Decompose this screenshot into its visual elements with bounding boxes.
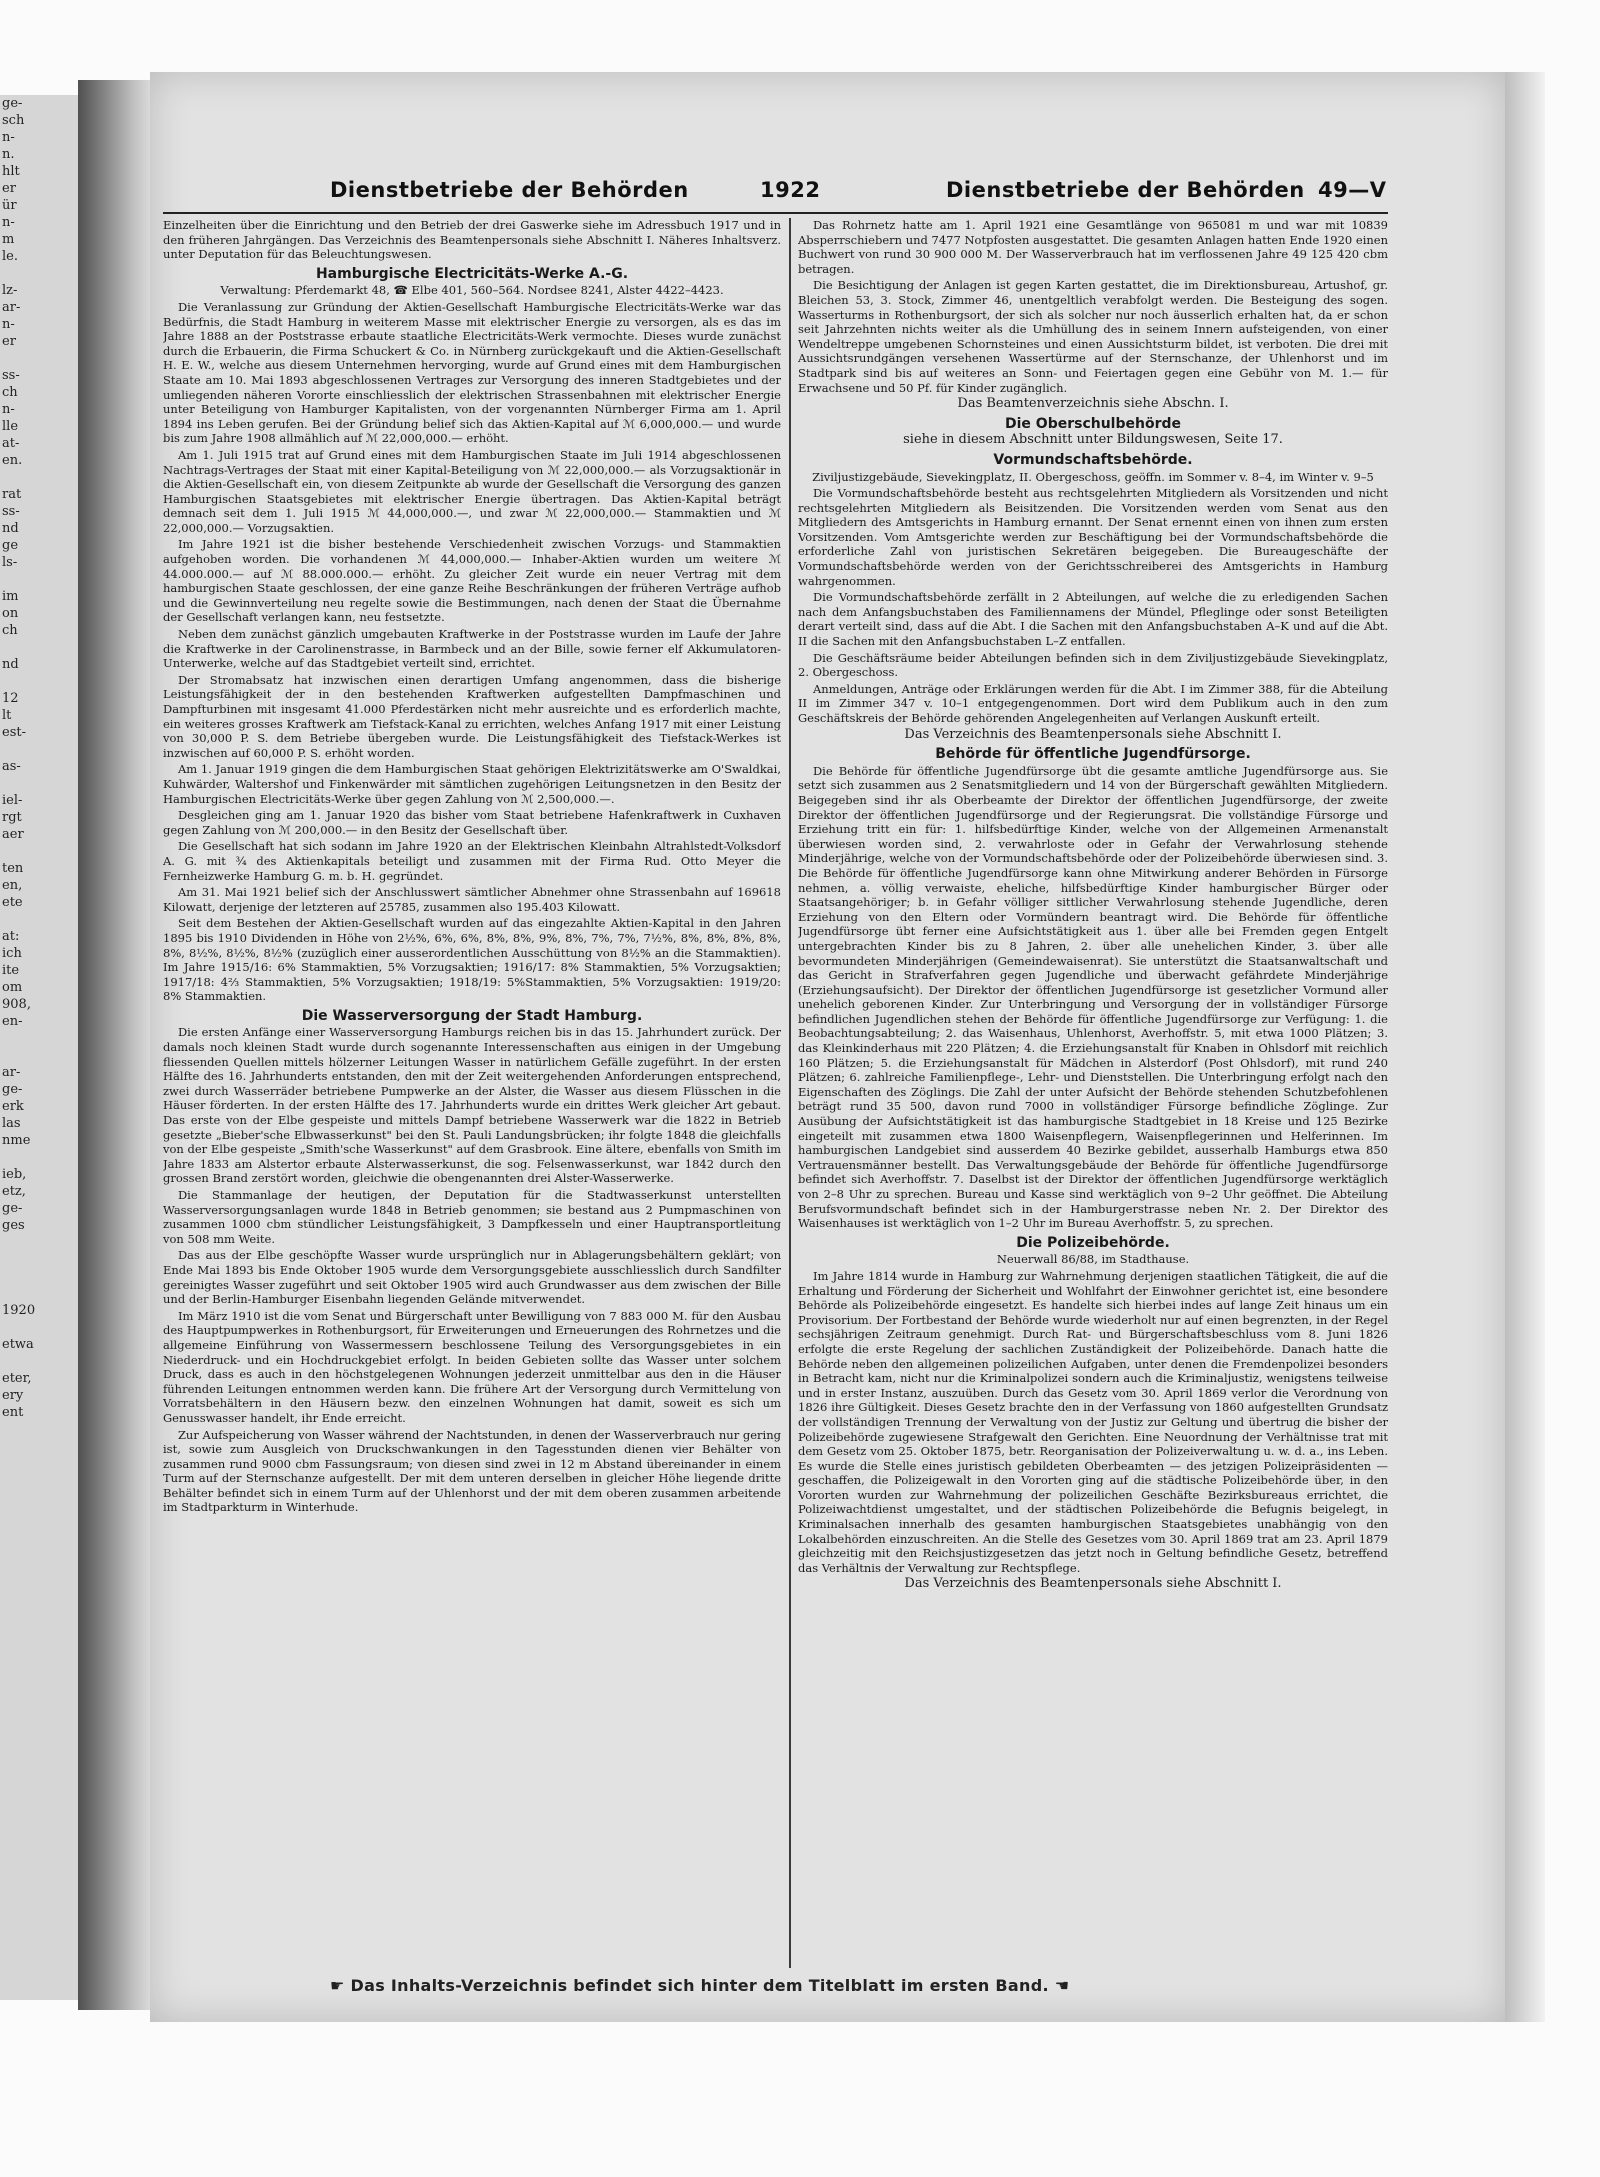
previous-page-fragment: ge- [2, 96, 23, 111]
book-gutter [78, 80, 150, 2010]
left-paragraph: Die Stammanlage der heutigen, der Deputation für die Stadtwasserkunst unterstellten Wasserversorgungsanlagen wurde 1848 in Betrieb genommen; sie bestand aus 2 Pumpmaschinen von zusammen 1000 cbm stündlicher Leistungsfähigkeit, 3 Dampfkesseln und einer Hauptransportleitung von 508 mm Weite. [163, 1188, 781, 1246]
right-reference-note: Das Verzeichnis des Beamtenpersonals siehe Abschnitt I. [904, 726, 1282, 742]
left-paragraph: Am 1. Januar 1919 gingen die dem Hamburgischen Staat gehörigen Elektrizitätswerke am O'Swaldkai, Kuhwärder, Waltershof und Finkenwärder mit sämtlichen zugehörigen Leitungsnetzen in den Besitz der Hamburgischen Electricitäts-Werke über gegen Zahlung von ℳ 2,500,000.—. [163, 762, 781, 806]
previous-page-fragment [0, 741, 78, 758]
previous-page-fragment: n- [2, 317, 15, 332]
previous-page-fragment [0, 1030, 78, 1047]
previous-page-fragment [0, 673, 78, 690]
previous-page-fragment: er [2, 181, 16, 196]
left-paragraph: Die Gesellschaft hat sich sodann im Jahre 1920 an der Elektrischen Kleinbahn Altrahlstedt-Volksdorf A. G. mit ¾ des Aktienkapitals beteiligt und zusammen mit der Firma Rud. Otto Meyer die Fernheizwerke Hamburg G. m. b. H. gegründet. [163, 839, 781, 883]
previous-page-fragment [0, 639, 78, 656]
left-paragraph: Der Stromabsatz hat inzwischen einen derartigen Umfang angenommen, dass die bisherige Leistungsfähigkeit der in den bestehenden Kraftwerken aufgestellten Dampfmaschinen und Dampfturbinen mit insgesamt 41.000 Pferdestärken nicht mehr ausreichte und es erforderlich machte, ein weiteres grosses Kraftwerk am Tiefstack-Kanal zu errichten, welches Anfang 1917 mit einer Leistung von 30,000 P. S. dem Betriebe übergeben wurde. Die Leistungsfähigkeit des Tiefstack-Werkes ist inzwischen auf 60,000 P. S. erhöht worden. [163, 672, 781, 760]
previous-page-fragment: ar- [2, 300, 21, 315]
previous-page-fragment [0, 1234, 78, 1251]
pointing-hand-left-icon: ☛ [330, 1976, 345, 1995]
previous-page-fragment: 12 [2, 691, 19, 706]
previous-page-fragment: er [2, 334, 16, 349]
previous-page-fragment: aer [2, 827, 24, 842]
left-paragraph: Seit dem Bestehen der Aktien-Gesellschaft wurden auf das eingezahlte Aktien-Kapital in den Jahren 1895 bis 1910 Dividenden in Höhe von 2½%, 6%, 6%, 8%, 8%, 9%, 8%, 7%, 7%, 7½%, 8%, 8%, 8%, 8%, 8%, 8½%, 8½%, 8½% (zuzüglich einer ausserordentlichen Ausschüttung von 8½% an die Stammaktien). Im Jahre 1915/16: 6% Stammaktien, 5% Vorzugsaktien; 1916/17: 8% Stammaktien, 5% Vorzugsaktien; 1917/18: 4⅔ Stammaktien, 5% Vorzugsaktien; 1918/19: 5%Stammaktien, 5% Vorzugsaktien: 1919/20: 8% Stammaktien. [163, 916, 781, 1004]
previous-page-fragment: erk [2, 1099, 24, 1114]
left-paragraph: Desgleichen ging am 1. Januar 1920 das bisher vom Staat betriebene Hafenkraftwerk in Cuxhaven gegen Zahlung von ℳ 200,000.— in den Besitz der Gesellschaft über. [163, 808, 781, 837]
right-paragraph: Das Rohrnetz hatte am 1. April 1921 eine Gesamtlänge von 965081 m und war mit 10839 Absperrschiebern und 7477 Notpfosten ausgestattet. Die gesamten Anlagen hatten Ende 1920 einen Buchwert von rund 30 900 000 M. Der Wasserverbrauch hat im verflossenen Jahre 49 125 420 cbm betragen. [798, 218, 1388, 276]
previous-page-fragment [0, 911, 78, 928]
previous-page-fragment: n- [2, 130, 15, 145]
right-reference-note: Das Beamtenverzeichnis siehe Abschn. I. [957, 396, 1229, 412]
header-right-title: Dienstbetriebe der Behörden [946, 178, 1305, 202]
previous-page-fragment: m [2, 232, 15, 247]
previous-page-fragment: ent [2, 1405, 24, 1420]
left-address-line: Verwaltung: Pferdemarkt 48, ☎ Elbe 401, 560–564. Nordsee 8241, Alster 4422–4423. [220, 283, 724, 298]
previous-page-fragment: n. [2, 147, 15, 162]
previous-page-fragment [0, 571, 78, 588]
right-section-heading: Die Oberschulbehörde [1005, 415, 1181, 432]
previous-page-fragment: en- [2, 1014, 23, 1029]
footer-text: Das Inhalts-Verzeichnis befindet sich hinter dem Titelblatt im ersten Band. [350, 1976, 1049, 1995]
previous-page-fragment: nd [2, 521, 19, 536]
previous-page-fragment: om [2, 980, 23, 995]
previous-page-fragment: iel- [2, 793, 23, 808]
previous-page-fragment: ge [2, 538, 19, 553]
previous-page-fragment: le. [2, 249, 18, 264]
previous-page-edge [0, 95, 81, 2000]
right-column [798, 218, 1388, 1958]
right-reference-note: Das Verzeichnis des Beamtenpersonals siehe Abschnitt I. [904, 1576, 1282, 1592]
previous-page-fragment: ch [2, 385, 18, 400]
left-paragraph: Das aus der Elbe geschöpfte Wasser wurde ursprünglich nur in Ablagerungsbehältern geklärt; von Ende Mai 1893 bis Ende Oktober 1905 wurde dem Versorgungsgebiete ausschliesslich durch Sandfilter gereinigtes Wasser zugeführt und seit Oktober 1905 wird auch Grundwasser aus dem zwischen der Bille und der Berlin-Hamburger Eisenbahn liegenden Gelände mitverwendet. [163, 1248, 781, 1307]
previous-page-fragment: etz, [2, 1184, 26, 1199]
page-edge-shadow [1505, 72, 1545, 2022]
right-paragraph: Die Geschäftsräume beider Abteilungen befinden sich in dem Ziviljustizgebäude Sievekingplatz, 2. Obergeschoss. [798, 650, 1388, 680]
previous-page-fragment: en, [2, 878, 23, 893]
previous-page-fragment: 1920 [2, 1303, 36, 1318]
previous-page-fragment: 908, [2, 997, 31, 1012]
previous-page-fragment: ls- [2, 555, 18, 570]
previous-page-fragment: ss- [2, 368, 20, 383]
page-number: 49—V [1318, 178, 1387, 202]
left-column [163, 218, 781, 1958]
previous-page-fragment: eter, [2, 1371, 32, 1386]
right-paragraph: Die Besichtigung der Anlagen ist gegen Karten gestattet, die im Direktionsbureau, Artushof, gr. Bleichen 53, 3. Stock, Zimmer 46, unentgeltlich verabfolgt werden. Die Besteigung des sogen. Wasserturms in Rothenburgsort, der sich als solcher nur noch äusserlich erhalten hat, da er schon seit Jahrzehnten nichts weiter als die Umhüllung des in seinem Innern aufsteigenden, von einer Wendeltreppe umgebenen Schornsteines und einen Aussichtsturm bildet, ist verboten. Die drei mit Aussichtsrundgängen versehenen Wassertürme auf der Sternschanze, der Uhlenhorst und im Stadtpark sind bis auf weiteres an Sonn- und Feiertagen gegen eine Gebühr von M. 1.— für Erwachsene und 50 Pf. für Kinder zugänglich. [798, 278, 1388, 395]
right-paragraph: Die Vormundschaftsbehörde zerfällt in 2 Abteilungen, auf welche die zu erledigenden Sachen nach dem Anfangsbuchstaben des Familiennamens der Mündel, Pfleglinge oder sonst Beteiligten derart verteilt sind, dass auf die Abt. I die Sachen mit den Anfangsbuchstaben A–K und auf die Abt. II die Sachen mit den Anfangsbuchstaben L–Z entfallen. [798, 590, 1388, 649]
previous-page-fragment: at- [2, 436, 20, 451]
previous-page-fragment: ite [2, 963, 20, 978]
previous-page-fragment [0, 1268, 78, 1285]
previous-page-fragment [0, 1251, 78, 1268]
right-section-heading: Behörde für öffentliche Jugendfürsorge. [935, 746, 1251, 763]
left-paragraph: Am 31. Mai 1921 belief sich der Anschlusswert sämtlicher Abnehmer ohne Strassenbahn auf 169618 Kilowatt, derjenige der letzteren auf 25785, zusammen also 195.403 Kilowatt. [163, 885, 781, 914]
right-paragraph: Die Vormundschaftsbehörde besteht aus rechtsgelehrten Mitgliedern als Vorsitzenden und nicht rechtsgelehrten Mitgliedern als Beisitzenden. Die Vorsitzenden werden vom Senat aus den Mitgliedern des Amtsgerichts in Hamburg ernannt. Der Senat ernennt einen von ihnen zum ersten Vorsitzenden. Vom Amtsgerichte werden zur Beschäftigung bei der Vormundschaftsbehörde die erforderliche Zahl von juristischen Sekretären beigegeben. Die Bureaugeschäfte der Vormundschaftsbehörde werden von der Gerichtsschreiberei des Amtsgerichts in Hamburg wahrgenommen. [798, 486, 1388, 588]
previous-page-fragment: en. [2, 453, 23, 468]
left-paragraph: Am 1. Juli 1915 trat auf Grund eines mit dem Hamburgischen Staate im Juli 1914 abgeschlossenen Nachtrags-Vertrages der Staat mit einer Kapital-Beteiligung von ℳ 22,000,000.— als Vorzugsaktionär in die Aktien-Gesellschaft ein, von diesem Zeitpunkte ab wurde der Gesellschaft die Versorgung des ganzen Hamburgischen Staatsgebietes mit elektrischer Energie übertragen. Das Aktien-Kapital beträgt demnach seit dem 1. Juli 1915 ℳ 44,000,000.—, und zwar ℳ 22,000,000.— Stammaktien und ℳ 22,000,000.— Vorzugsaktien. [163, 447, 781, 535]
previous-page-fragment: lt [2, 708, 12, 723]
previous-page-fragment: hlt [2, 164, 20, 179]
header-left-title: Dienstbetriebe der Behörden [330, 178, 689, 202]
previous-page-fragment: ge- [2, 1201, 23, 1216]
right-paragraph: Anmeldungen, Anträge oder Erklärungen werden für die Abt. I im Zimmer 388, für die Abteilung II im Zimmer 347 v. 10–1 entgegengenommen. Dort wird dem Publikum auch in den zum Geschäftskreis der Behörde gehörenden Angelegenheiten auf Verlangen Auskunft erteilt. [798, 681, 1388, 725]
previous-page-fragment: at: [2, 929, 20, 944]
previous-page-fragment: ge- [2, 1082, 23, 1097]
previous-page-fragment: nd [2, 657, 19, 672]
previous-page-fragment: rgt [2, 810, 22, 825]
previous-page-fragment [0, 775, 78, 792]
previous-page-fragment: n- [2, 402, 15, 417]
previous-page-fragment: n- [2, 215, 15, 230]
header-year: 1922 [760, 178, 821, 202]
previous-page-fragment: on [2, 606, 19, 621]
left-section-heading: Die Wasserversorgung der Stadt Hamburg. [301, 1007, 643, 1024]
right-section-heading: Die Polizeibehörde. [1016, 1234, 1170, 1251]
header-rule [163, 212, 1388, 214]
previous-page-fragment: ür [2, 198, 17, 213]
left-paragraph: Im März 1910 ist die vom Senat und Bürgerschaft unter Bewilligung von 7 883 000 M. für den Ausbau des Hauptpumpwerkes in Rothenburgsort, für Erweiterungen und Erneuerungen des Rohrnetzes und die allgemeine Einführung von Wassermessern beschlossene Teilung des Versorgungsgebietes in ein Niederdruck- und ein Hochdruckgebiet erfolgt. In beiden Gebieten sollte das Wasser unter solchem Druck, dass es auch in den höchstgelegenen Wohnungen jederzeit unmittelbar aus den in die Häuser führenden Leitungen entnommen werden kann. Die frühere Art der Versorgung durch Vermittelung von Vorratsbehältern in den Häusern bezw. den einzelnen Wohnungen hat damit, soweit es sich um Genusswasser handelt, ihr Ende erreicht. [163, 1308, 781, 1425]
left-section-heading: Hamburgische Electricitäts-Werke A.-G. [315, 265, 629, 282]
previous-page-fragment: est- [2, 725, 26, 740]
previous-page-fragment [0, 265, 78, 282]
previous-page-fragment: etwa [2, 1337, 34, 1352]
right-paragraph: Im Jahre 1814 wurde in Hamburg zur Wahrnehmung derjenigen staatlichen Tätigkeit, die auf die Erhaltung und Förderung der Sicherheit und Wohlfahrt der Einwohner gerichtet ist, eine besondere Behörde als Polizeibehörde eingesetzt. Es handelte sich hierbei indes auf lange Zeit hinaus um ein Provisorium. Der Fortbestand der Behörde wurde wiederholt nur auf einen begrenzten, in der Regel sechsjährigen Zeitraum genehmigt. Durch Rat- und Bürgerschaftsbeschluss vom 8. Juni 1826 erfolgte die erste Regelung der sachlichen Zuständigkeit der Polizeibehörde. Danach hatte die Behörde neben den allgemeinen polizeilichen Aufgaben, unter denen die Fremdenpolizei besonders in Betracht kam, nicht nur die Kriminalpolizei sondern auch die Kriminaljustiz, wenigstens teilweise und in erster Instanz, auszuüben. Durch das Gesetz vom 30. April 1869 verlor die Verordnung von 1826 ihre Gültigkeit. Dieses Gesetz brachte den in der Verfassung von 1860 aufgestellten Grundsatz der vollständigen Trennung der Verwaltung von der Justiz zur Geltung und übertrug die bisher der Polizeibehörde zugewiesene Strafgewalt den Gerichten. Eine Neuordnung der Verhältnisse trat mit dem Gesetz vom 25. Oktober 1875, betr. Reorganisation der Polizeiverwaltung u. w. d. a., ins Leben. Es wurde die Stelle eines juristisch gebildeten Oberbeamten — des jetzigen Polizeipräsidenten — geschaffen, die Polizeigewalt in den Vororten ging auf die städtische Polizeibehörde über, in den Vororten wurden zur Wahrnehmung der polizeilichen Geschäfte Bezirksbureaus errichtet, die Polizeiwachtdienst umgestaltet, und der städtischen Polizeibehörde die Befugnis beigelegt, in Kriminalsachen innerhalb des gesamten hamburgischen Staatsgebietes unabhängig von den Lokalbehörden einzuschreiten. An die Stelle des Gesetzes vom 30. April 1869 trat am 23. April 1879 gleichzeitig mit den Reichsjustizgesetzen das jetzt noch in Geltung befindliche Gesetz, betreffend das Verhältnis der Verwaltung zur Rechtspflege. [798, 1268, 1388, 1575]
previous-page-fragment [0, 469, 78, 486]
previous-page-fragment: im [2, 589, 19, 604]
previous-page-fragment: lle [2, 419, 19, 434]
right-section-heading: Vormundschaftsbehörde. [993, 451, 1193, 468]
left-paragraph: Die ersten Anfänge einer Wasserversorgung Hamburgs reichen bis in das 15. Jahrhundert zurück. Der damals noch kleinen Stadt wurde durch sogenannte Interessenschaften aus einigen in der Umgebung fliessenden Quellen mittels hölzerner Leitungen Wasser in natürlichem Gefälle zugeführt. In der ersten Hälfte des 16. Jahrhunderts entstanden, den mit der Zeit weitergehenden Anforderungen entsprechend, zwei durch Wasserräder betriebene Pumpwerke an der Alster, die Wasser aus diesem Flüsschen in die Häuser förderten. In der ersten Hälfte des 17. Jahrhunderts wurde ein drittes Werk gleicher Art gebaut. Das erste von der Elbe gespeiste und mittels Dampf betriebene Wasserwerk war die 1822 in Betrieb gesetzte „Bieber'sche Elbwasserkunst" bei den St. Pauli Landungsbrücken; ihr folgte 1848 die gleichfalls von der Elbe gespeiste „Smith'sche Wasserkunst" auf dem Grasbrook. Eine ältere, ebenfalls von Smith im Jahre 1833 am Alstertor erbaute Alsterwasserkunst, die sog. Felsenwasserkunst, war 1842 durch den grossen Brand zerstört worden, gleichwie die obengenannten drei Alster-Wasserwerke. [163, 1025, 781, 1186]
column-divider [789, 218, 791, 1968]
previous-page-fragment [0, 843, 78, 860]
footer-notice [330, 1976, 1069, 1995]
left-paragraph: Im Jahre 1921 ist die bisher bestehende Verschiedenheit zwischen Vorzugs- und Stammaktien aufgehoben worden. Die vorhandenen ℳ 44,000,000.— Inhaber-Aktien wurden um weitere ℳ 44.000.000.— auf ℳ 88.000.000.— erhöht. Zu gleicher Zeit wurde ein neuer Vertrag mit dem hamburgischen Staate geschlossen, der eine ganze Reihe Beschränkungen der früheren Verträge aufhob und die Gewinnverteilung neu regelte sowie die Bestimmungen, nach denen der Staat die Übernahme der Gesellschaft verlangen kann, neu festsetzte. [163, 537, 781, 625]
right-address-line: Neuerwall 86/88, im Stadthause. [996, 1252, 1190, 1267]
previous-page-fragment: rat [2, 487, 22, 502]
pointing-hand-right-icon: ☚ [1054, 1976, 1070, 1995]
previous-page-fragment: ery [2, 1388, 24, 1403]
previous-page-fragment [0, 1353, 78, 1370]
right-paragraph: Die Behörde für öffentliche Jugendfürsorge übt die gesamte amtliche Jugendfürsorge aus. Sie setzt sich zusammen aus 2 Senatsmitgliedern und 14 von der Bürgerschaft gewählten Mitgliedern. Beigegeben sind ihr als Oberbeamte der Direktor der öffentlichen Jugendfürsorge, der zweite Direktor der öffentlichen Jugendfürsorge und der Regierungsrat. Die vollständige Fürsorge und Erziehung tritt ein für: 1. hilfsbedürftige Kinder, welche von der Allgemeinen Armenanstalt überwiesen worden sind, 2. verwahrloste oder in Gefahr der Verwahrlosung stehende Minderjährige, welche von der Vormundschaftsbehörde oder der Polizeibehörde überwiesen sind. 3. Die Behörde für öffentliche Jugendfürsorge kann ohne Mitwirkung anderer Behörden in Fürsorge nehmen, a. völlig verwaiste, eheliche, hilfsbedürftige Kinder hamburgischer Bürger oder Staatsangehöriger; b. in Gefahr völliger sittlicher Verwahrlosung stehende Jugendliche, deren Erziehung von den Eltern oder Vormündern beantragt wird. Die Behörde für öffentliche Jugendfürsorge übt ferner eine Aufsichtstätigkeit aus 1. über alle bei Fremden gegen Entgelt untergebrachten Kinder bis zu 8 Jahren, 2. über alle unehelichen Kinder, 3. über alle bevormundeten Minderjährigen (Gemeindewaisenrat). Sie unterstützt die Staatsanwaltschaft und das Gericht in Strafverfahren gegen Jugendliche und überwacht gefährdete Minderjährige (Erziehungsaufsicht). Der Direktor der öffentlichen Jugendfürsorge ist gesetzlicher Vormund aller unehelich geborenen Kinder. Zur Unterbringung und Versorgung der in vollständiger Fürsorge befindlichen Jugendlichen stehen der Behörde für öffentliche Jugendfürsorge zur Verfügung: 1. die Beobachtungsabteilung; 2. das Waisenhaus, Uhlenhorst, Averhoffstr. 5, mit etwa 1000 Plätzen; 3. das Kleinkinderhaus mit 220 Plätzen; 4. die Erziehungsanstalt für Knaben in Ohlsdorf mit reichlich 160 Plätzen; 5. die Erziehungsanstalt für Mädchen in Alsterdorf (Post Ohlsdorf), mit rund 240 Plätzen; 6. zahlreiche Familienpflege-, Lehr- und Dienststellen. Die Unterbringung erfolgt nach den Eigenschaften des Zöglings. Die Zahl der unter Aufsicht der Behörde stehenden Schutzbefohlenen beträgt rund 35 500, davon rund 7000 in vollständiger Fürsorge befindliche Zöglinge. Zur Ausübung der Aufsichtstätigkeit ist das hamburgische Stadtgebiet in 18 Kreise und 125 Bezirke eingeteilt mit zusammen etwa 1800 Waisenpflegern, Waisenpflegerinnen und Helferinnen. Im hamburgischen Landgebiet sind ausserdem 40 Bezirke gebildet, ausserhalb Hamburgs etwa 850 Vertrauensmänner bestellt. Das Verwaltungsgebäude der Behörde für öffentliche Jugendfürsorge befindet sich Averhoffstr. 7. Daselbst ist der Direktor der öffentlichen Jugendfürsorge werktäglich von 2–8 Uhr zu sprechen. Bureau und Kasse sind werktäglich von 9–2 Uhr geöffnet. Die Abteilung Berufsvormundschaft befindet sich in der Hamburgerstrasse neben Nr. 2. Der Direktor des Waisenhauses ist werktäglich von 1–2 Uhr im Bureau Averhoffstr. 5, zu sprechen. [798, 763, 1388, 1231]
previous-page-fragment [0, 1319, 78, 1336]
previous-page-fragment: ten [2, 861, 24, 876]
previous-page-fragment: sch [2, 113, 25, 128]
previous-page-fragment: ieb, [2, 1167, 27, 1182]
previous-page-fragment: lz- [2, 283, 18, 298]
right-address-line: Ziviljustizgebäude, Sievekingplatz, II. Obergeschoss, geöffn. im Sommer v. 8–4, im Winter v. 9–5 [812, 469, 1374, 484]
left-paragraph: Die Veranlassung zur Gründung der Aktien-Gesellschaft Hamburgische Electricitäts-Werke war das Bedürfnis, die Stadt Hamburg in weiterem Masse mit elektrischer Energie zu versorgen, als es das im Jahre 1888 an der Poststrasse erbaute staatliche Electricitäts-Werk vermochte. Dieses wurde zunächst durch die Erbauerin, die Firma Schuckert & Co. in Nürnberg zurückgekauft und die Aktien-Gesellschaft H. E. W., welche aus diesem Unternehmen hervorging, wurde auf Grund eines mit dem Hamburgischen Staate am 10. Mai 1893 abgeschlossenen Vertrages zur Versorgung des inneren Stadtgebietes und der umliegenden näheren Vororte einschliesslich der elektrischen Strassenbahnen mit elektrischer Energie unter Beteiligung von Hamburger Kapitalisten, von der vorgenannten Nürnberger Firma am 1. April 1894 ins Leben gerufen. Bei der Gründung belief sich das Aktien-Kapital auf ℳ 6,000,000.— und wurde bis zum Jahre 1908 allmählich auf ℳ 22,000,000.— erhöht. [163, 299, 781, 446]
right-reference-note: siehe in diesem Abschnitt unter Bildungswesen, Seite 17. [903, 432, 1283, 448]
previous-page-fragment: ete [2, 895, 23, 910]
previous-page-fragment [0, 350, 78, 367]
left-intro-paragraph: Einzelheiten über die Einrichtung und den Betrieb der drei Gaswerke siehe im Adressbuch 1917 und in den früheren Jahrgängen. Das Verzeichnis des Beamtenpersonals siehe Abschnitt I. Näheres Inhaltsverz. unter Deputation für das Beleuchtungswesen. [163, 218, 781, 262]
previous-page-fragment [0, 1149, 78, 1166]
previous-page-fragment: nme [2, 1133, 31, 1148]
previous-page-fragment [0, 1047, 78, 1064]
previous-page-fragment: ch [2, 623, 18, 638]
previous-page-fragment: ges [2, 1218, 25, 1233]
left-paragraph: Zur Aufspeicherung von Wasser während der Nachtstunden, in denen der Wasserverbrauch nur gering ist, sowie zum Ausgleich von Druckschwankungen in den Tagesstunden dienen vier Behälter von zusammen rund 9000 cbm Fassungsraum; von diesen sind zwei in 12 m Abstand übereinander in einem Turm auf der Sternschanze aufgestellt. Der mit dem unteren derselben in gleicher Höhe liegende dritte Behälter befindet sich in einem Turm auf der Uhlenhorst und der mit dem oberen zusammen arbeitende im Stadtparkturm in Winterhude. [163, 1427, 781, 1515]
previous-page-fragment: as- [2, 759, 21, 774]
previous-page-fragment [0, 1285, 78, 1302]
previous-page-fragment: ar- [2, 1065, 21, 1080]
previous-page-fragment: las [2, 1116, 21, 1131]
previous-page-fragment: ss- [2, 504, 20, 519]
left-paragraph: Neben dem zunächst gänzlich umgebauten Kraftwerke in der Poststrasse wurden im Laufe der Jahre die Kraftwerke in der Carolinenstrasse, in Barmbeck und an der Bille, sowie ferner elf Akkumulatoren-Unterwerke, welche auf das Stadtgebiet verteilt sind, errichtet. [163, 627, 781, 671]
previous-page-fragment: ich [2, 946, 22, 961]
